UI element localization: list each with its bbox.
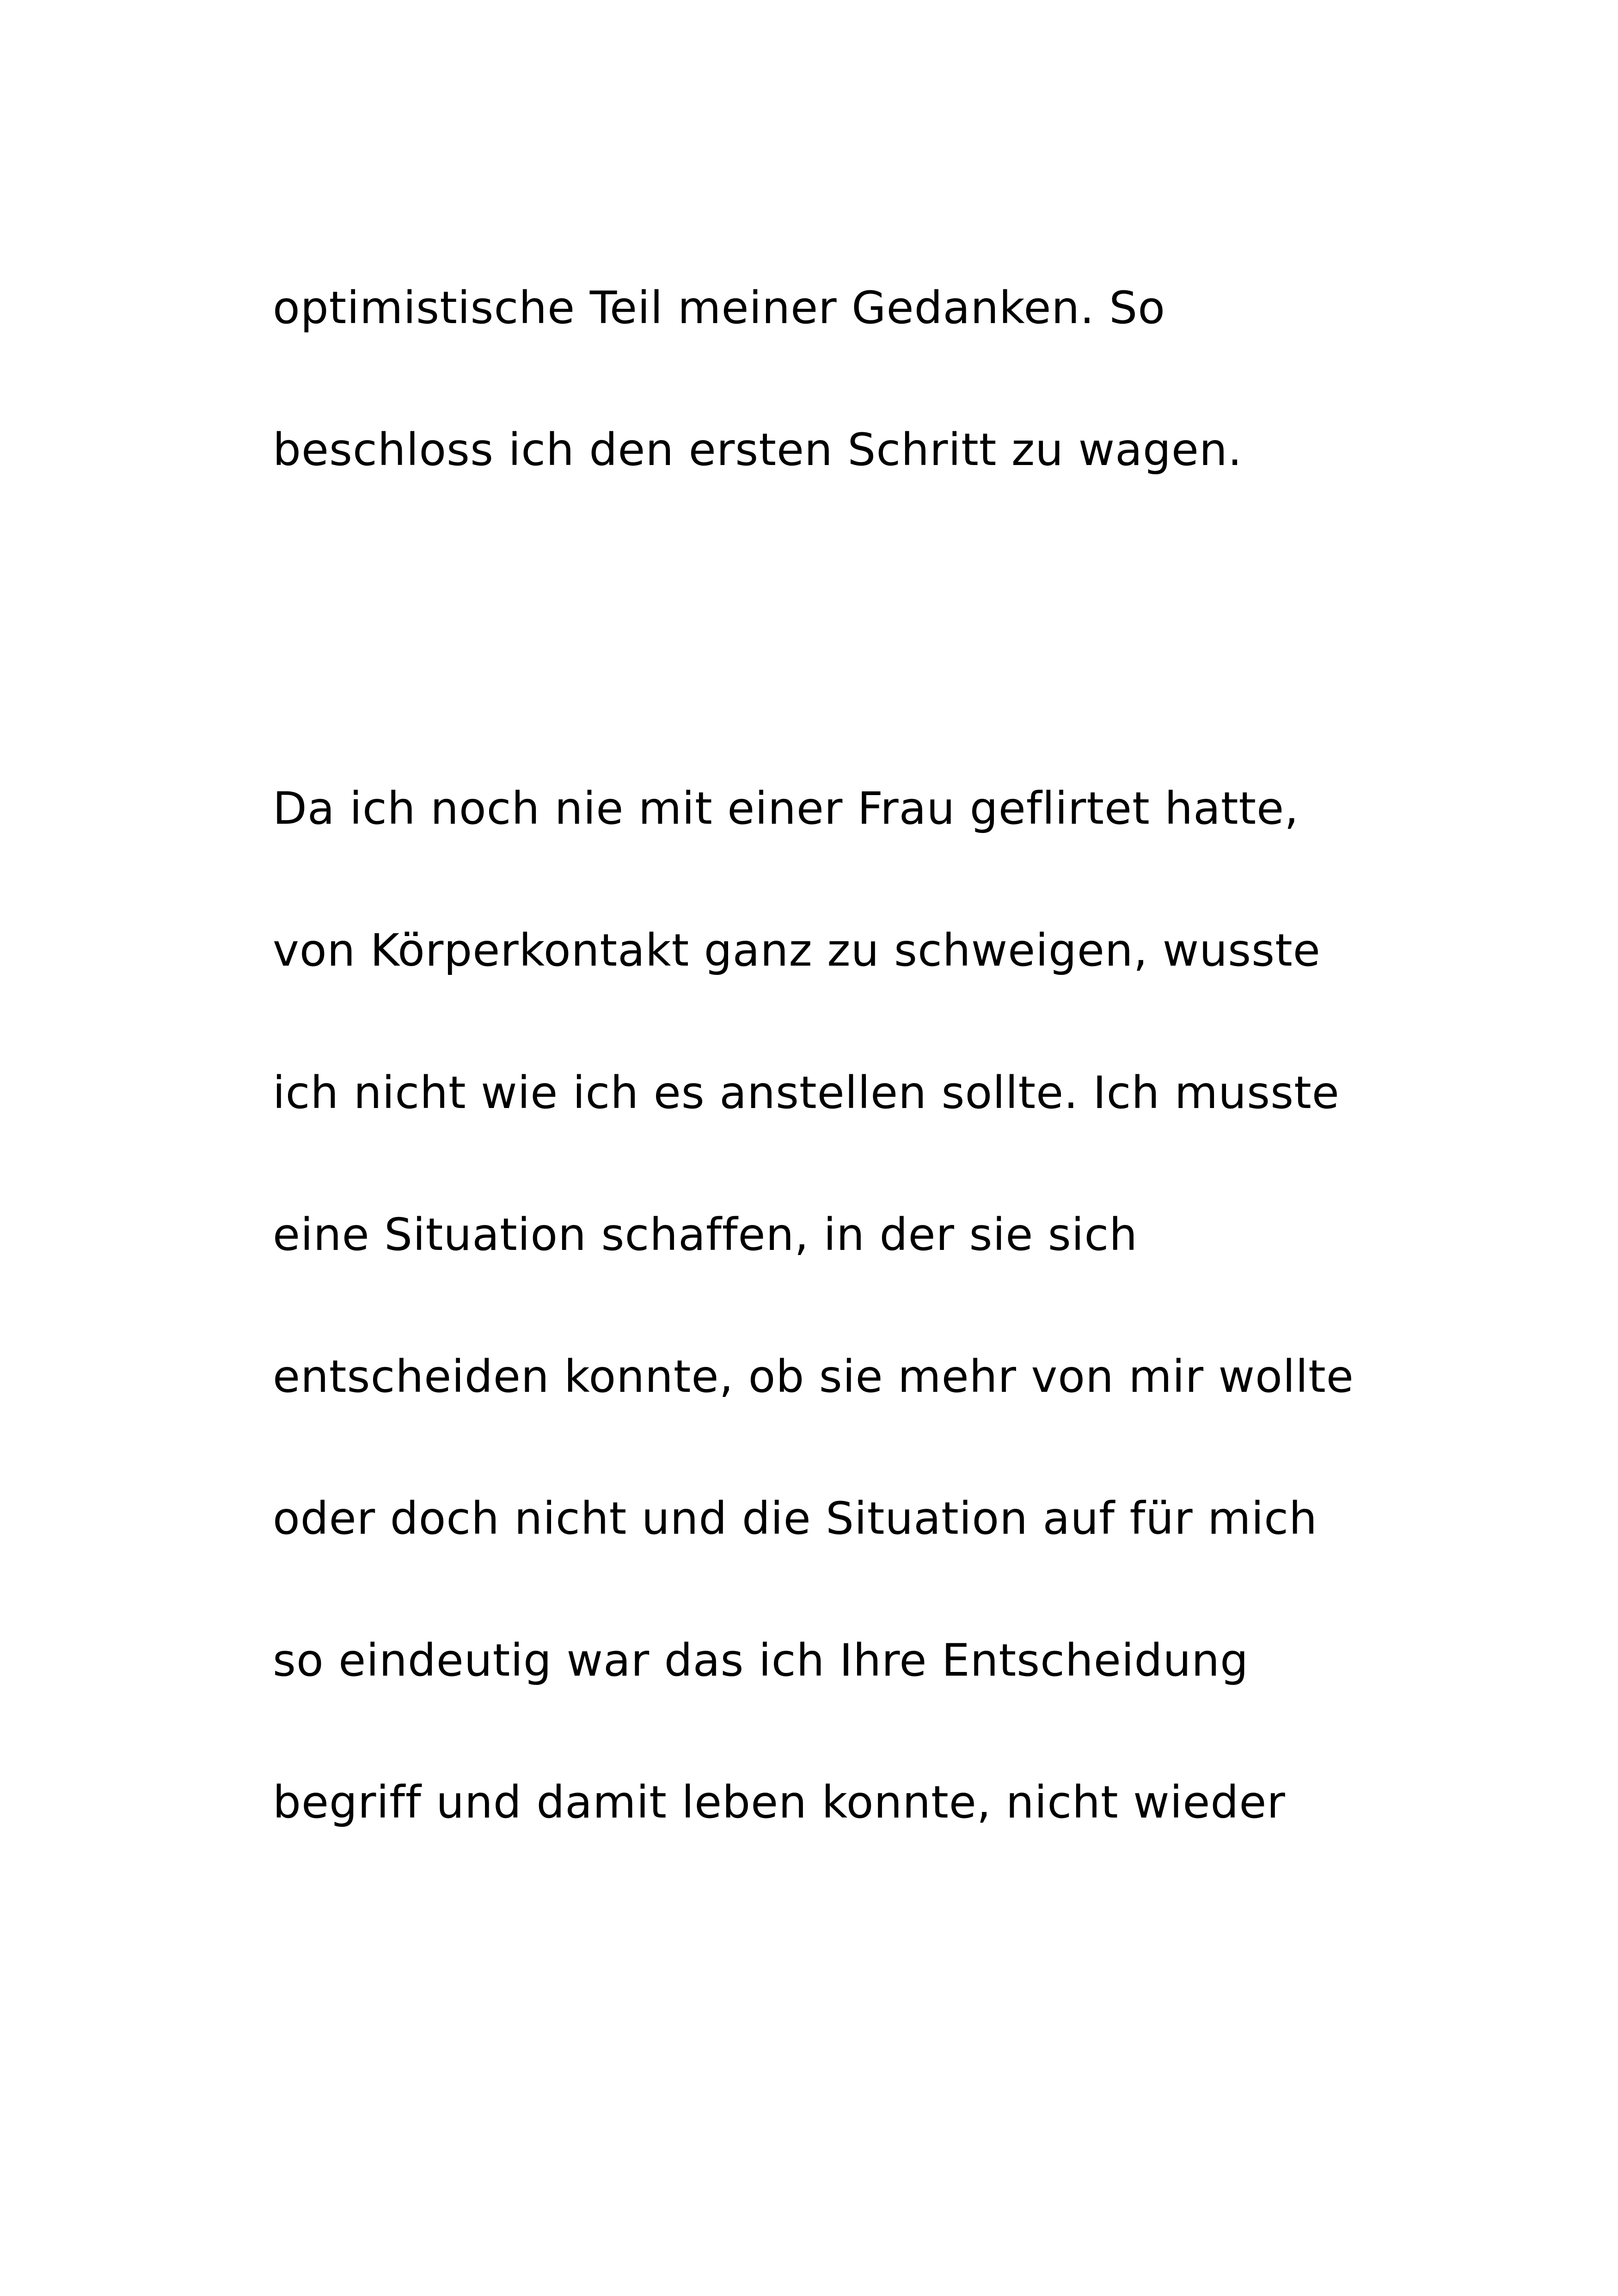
text-line: Da ich noch nie mit einer Frau geflirtet hatte, [273,783,1299,834]
text-line: von Körperkontakt ganz zu schweigen, wusste [273,925,1321,976]
text-line: so eindeutig war das ich Ihre Entscheidung [273,1635,1249,1686]
text-line: eine Situation schaffen, in der sie sich [273,1209,1138,1261]
text-line: beschloss ich den ersten Schritt zu wagen. [273,424,1243,476]
text-line: oder doch nicht und die Situation auf für mich [273,1493,1318,1544]
text-line: optimistische Teil meiner Gedanken. So [273,282,1165,334]
text-line: entscheiden konnte, ob sie mehr von mir wollte [273,1351,1354,1402]
text-line: ich nicht wie ich es anstellen sollte. Ich musste [273,1067,1340,1119]
text-line: begriff und damit leben konnte, nicht wieder [273,1776,1286,1828]
